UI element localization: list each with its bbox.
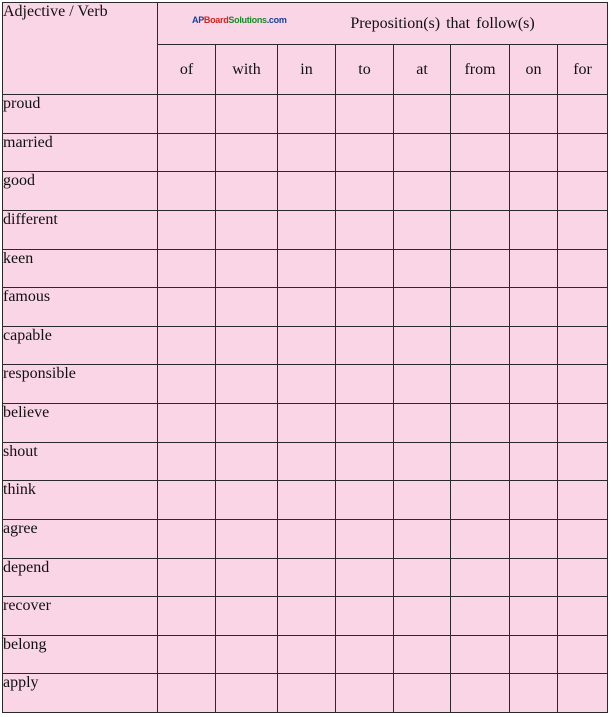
answer-cell-of[interactable]: [158, 95, 216, 134]
answer-cell-with[interactable]: [216, 597, 278, 636]
preposition-column-for: for: [558, 45, 608, 95]
answer-cell-with[interactable]: [216, 326, 278, 365]
answer-cell-with[interactable]: [216, 210, 278, 249]
answer-cell-for[interactable]: [558, 326, 608, 365]
table-row: [3, 210, 608, 249]
answer-cell-to[interactable]: [336, 365, 394, 404]
word-cell: married: [3, 133, 158, 172]
answer-cell-with[interactable]: [216, 519, 278, 558]
word-rows: [3, 95, 608, 713]
answer-cell-on[interactable]: [510, 519, 558, 558]
preposition-table: [2, 2, 608, 713]
answer-cell-to[interactable]: [336, 95, 394, 134]
table-row: [3, 365, 608, 404]
word-cell: famous: [3, 288, 158, 327]
answer-cell-from[interactable]: [451, 365, 510, 404]
answer-cell-with[interactable]: [216, 404, 278, 443]
answer-cell-on[interactable]: [510, 674, 558, 713]
table-row: [3, 249, 608, 288]
answer-cell-to[interactable]: [336, 597, 394, 636]
answer-cell-on[interactable]: [510, 404, 558, 443]
answer-cell-for[interactable]: [558, 558, 608, 597]
answer-cell-to[interactable]: [336, 558, 394, 597]
answer-cell-from[interactable]: [451, 210, 510, 249]
table-row: [3, 597, 608, 636]
answer-cell-in[interactable]: [278, 249, 336, 288]
answer-cell-of[interactable]: [158, 481, 216, 520]
answer-cell-of[interactable]: [158, 674, 216, 713]
answer-cell-in[interactable]: [278, 288, 336, 327]
word-cell: proud: [3, 95, 158, 134]
answer-cell-for[interactable]: [558, 133, 608, 172]
answer-cell-with[interactable]: [216, 674, 278, 713]
answer-cell-at[interactable]: [394, 95, 451, 134]
word-cell: shout: [3, 442, 158, 481]
answer-cell-to[interactable]: [336, 172, 394, 211]
answer-cell-of[interactable]: [158, 404, 216, 443]
answer-cell-for[interactable]: [558, 519, 608, 558]
word-cell: apply: [3, 674, 158, 713]
answer-cell-at[interactable]: [394, 558, 451, 597]
answer-cell-for[interactable]: [558, 95, 608, 134]
answer-cell-for[interactable]: [558, 597, 608, 636]
answer-cell-from[interactable]: [451, 133, 510, 172]
answer-cell-at[interactable]: [394, 519, 451, 558]
answer-cell-in[interactable]: [278, 481, 336, 520]
answer-cell-with[interactable]: [216, 133, 278, 172]
word-cell: believe: [3, 404, 158, 443]
answer-cell-on[interactable]: [510, 481, 558, 520]
adjective-verb-header: Adjective / Verb: [3, 3, 158, 95]
answer-cell-with[interactable]: [216, 249, 278, 288]
answer-cell-on[interactable]: [510, 326, 558, 365]
answer-cell-to[interactable]: [336, 635, 394, 674]
table-row: [3, 172, 608, 211]
table-row: [3, 326, 608, 365]
answer-cell-of[interactable]: [158, 558, 216, 597]
answer-cell-to[interactable]: [336, 442, 394, 481]
word-cell: capable: [3, 326, 158, 365]
answer-cell-of[interactable]: [158, 326, 216, 365]
answer-cell-for[interactable]: [558, 481, 608, 520]
answer-cell-in[interactable]: [278, 365, 336, 404]
answer-cell-to[interactable]: [336, 519, 394, 558]
answer-cell-in[interactable]: [278, 133, 336, 172]
answer-cell-from[interactable]: [451, 95, 510, 134]
answer-cell-to[interactable]: [336, 326, 394, 365]
answer-cell-at[interactable]: [394, 404, 451, 443]
answer-cell-in[interactable]: [278, 519, 336, 558]
answer-cell-at[interactable]: [394, 442, 451, 481]
prepositions-header: [158, 3, 608, 45]
word-cell: think: [3, 481, 158, 520]
answer-cell-on[interactable]: [510, 558, 558, 597]
answer-cell-at[interactable]: [394, 326, 451, 365]
answer-cell-for[interactable]: [558, 442, 608, 481]
answer-cell-to[interactable]: [336, 288, 394, 327]
answer-cell-to[interactable]: [336, 481, 394, 520]
answer-cell-from[interactable]: [451, 442, 510, 481]
answer-cell-on[interactable]: [510, 95, 558, 134]
answer-cell-in[interactable]: [278, 597, 336, 636]
table-row: [3, 404, 608, 443]
answer-cell-of[interactable]: [158, 519, 216, 558]
table-row: [3, 635, 608, 674]
preposition-column-with: with: [216, 45, 278, 95]
answer-cell-with[interactable]: [216, 481, 278, 520]
word-cell: depend: [3, 558, 158, 597]
answer-cell-to[interactable]: [336, 674, 394, 713]
answer-cell-in[interactable]: [278, 95, 336, 134]
answer-cell-at[interactable]: [394, 210, 451, 249]
table-row: [3, 519, 608, 558]
answer-cell-for[interactable]: [558, 365, 608, 404]
answer-cell-on[interactable]: [510, 442, 558, 481]
answer-cell-in[interactable]: [278, 404, 336, 443]
answer-cell-at[interactable]: [394, 597, 451, 636]
table-row: [3, 674, 608, 713]
answer-cell-with[interactable]: [216, 172, 278, 211]
site-watermark-logo: APBoardSolutions.com: [192, 15, 287, 25]
answer-cell-for[interactable]: [558, 288, 608, 327]
answer-cell-with[interactable]: [216, 635, 278, 674]
table-row: [3, 133, 608, 172]
header-row: [3, 3, 608, 45]
preposition-column-of: of: [158, 45, 216, 95]
answer-cell-in[interactable]: [278, 558, 336, 597]
answer-cell-for[interactable]: [558, 674, 608, 713]
answer-cell-of[interactable]: [158, 210, 216, 249]
answer-cell-of[interactable]: [158, 635, 216, 674]
table-row: [3, 558, 608, 597]
answer-cell-of[interactable]: [158, 288, 216, 327]
answer-cell-in[interactable]: [278, 635, 336, 674]
answer-cell-from[interactable]: [451, 519, 510, 558]
word-cell: responsible: [3, 365, 158, 404]
word-cell: different: [3, 210, 158, 249]
answer-cell-on[interactable]: [510, 288, 558, 327]
answer-cell-at[interactable]: [394, 249, 451, 288]
answer-cell-of[interactable]: [158, 172, 216, 211]
table-row: [3, 442, 608, 481]
answer-cell-from[interactable]: [451, 481, 510, 520]
table-row: [3, 481, 608, 520]
answer-cell-in[interactable]: [278, 326, 336, 365]
answer-cell-in[interactable]: [278, 172, 336, 211]
word-cell: keen: [3, 249, 158, 288]
answer-cell-with[interactable]: [216, 288, 278, 327]
preposition-column-from: from: [451, 45, 510, 95]
word-cell: recover: [3, 597, 158, 636]
answer-cell-from[interactable]: [451, 249, 510, 288]
preposition-column-on: on: [510, 45, 558, 95]
answer-cell-in[interactable]: [278, 442, 336, 481]
answer-cell-on[interactable]: [510, 133, 558, 172]
answer-cell-in[interactable]: [278, 674, 336, 713]
answer-cell-for[interactable]: [558, 210, 608, 249]
preposition-column-at: at: [394, 45, 451, 95]
answer-cell-from[interactable]: [451, 326, 510, 365]
answer-cell-of[interactable]: [158, 597, 216, 636]
answer-cell-of[interactable]: [158, 365, 216, 404]
answer-cell-on[interactable]: [510, 597, 558, 636]
answer-cell-on[interactable]: [510, 249, 558, 288]
prepositions-header-label: Preposition(s) that follow(s): [350, 14, 535, 32]
preposition-column-to: to: [336, 45, 394, 95]
answer-cell-for[interactable]: [558, 635, 608, 674]
answer-cell-with[interactable]: [216, 365, 278, 404]
answer-cell-at[interactable]: [394, 481, 451, 520]
answer-cell-at[interactable]: [394, 172, 451, 211]
answer-cell-with[interactable]: [216, 558, 278, 597]
answer-cell-for[interactable]: [558, 172, 608, 211]
table-row: [3, 95, 608, 134]
table-row: [3, 288, 608, 327]
answer-cell-from[interactable]: [451, 172, 510, 211]
word-cell: good: [3, 172, 158, 211]
answer-cell-to[interactable]: [336, 133, 394, 172]
answer-cell-on[interactable]: [510, 172, 558, 211]
answer-cell-at[interactable]: [394, 133, 451, 172]
answer-cell-for[interactable]: [558, 249, 608, 288]
answer-cell-at[interactable]: [394, 674, 451, 713]
answer-cell-to[interactable]: [336, 404, 394, 443]
answer-cell-on[interactable]: [510, 635, 558, 674]
answer-cell-on[interactable]: [510, 210, 558, 249]
word-cell: belong: [3, 635, 158, 674]
answer-cell-of[interactable]: [158, 442, 216, 481]
answer-cell-from[interactable]: [451, 635, 510, 674]
answer-cell-on[interactable]: [510, 365, 558, 404]
answer-cell-with[interactable]: [216, 95, 278, 134]
answer-cell-from[interactable]: [451, 597, 510, 636]
answer-cell-from[interactable]: [451, 674, 510, 713]
answer-cell-of[interactable]: [158, 133, 216, 172]
answer-cell-for[interactable]: [558, 404, 608, 443]
preposition-worksheet: [2, 2, 607, 713]
word-cell: agree: [3, 519, 158, 558]
answer-cell-at[interactable]: [394, 635, 451, 674]
answer-cell-from[interactable]: [451, 558, 510, 597]
answer-cell-in[interactable]: [278, 210, 336, 249]
answer-cell-from[interactable]: [451, 288, 510, 327]
preposition-column-in: in: [278, 45, 336, 95]
answer-cell-from[interactable]: [451, 404, 510, 443]
answer-cell-at[interactable]: [394, 288, 451, 327]
answer-cell-at[interactable]: [394, 365, 451, 404]
answer-cell-to[interactable]: [336, 210, 394, 249]
answer-cell-to[interactable]: [336, 249, 394, 288]
answer-cell-with[interactable]: [216, 442, 278, 481]
answer-cell-of[interactable]: [158, 249, 216, 288]
